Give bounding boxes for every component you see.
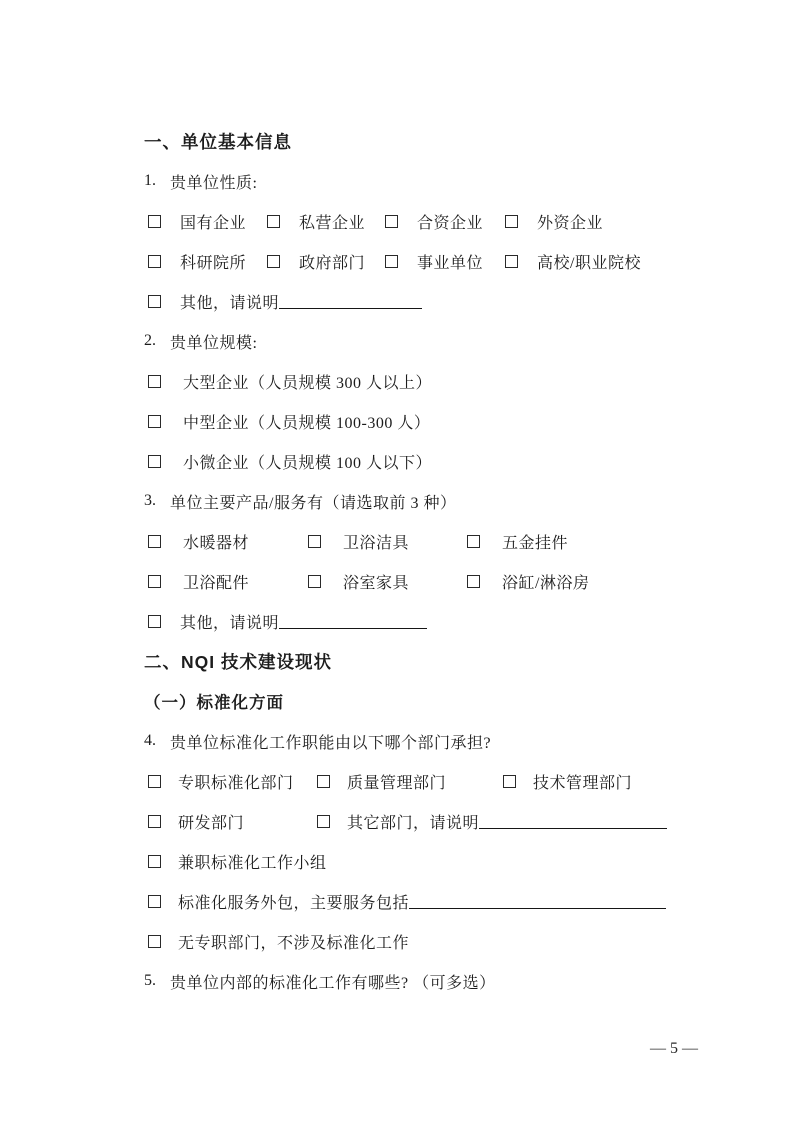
option-sanitary-ware[interactable] (308, 530, 467, 553)
question-1 (144, 161, 710, 201)
option-label: 浴缸/淋浴房 (502, 574, 590, 592)
option-research-institute[interactable] (148, 250, 267, 273)
question-4-label: 贵单位标准化工作职能由以下哪个部门承担? (170, 734, 492, 752)
checkbox-icon[interactable] (505, 215, 518, 228)
checkbox-icon[interactable] (503, 775, 516, 788)
checkbox-icon[interactable] (267, 255, 280, 268)
checkbox-icon[interactable] (505, 255, 518, 268)
option-label: 卫浴洁具 (343, 534, 410, 552)
option-label: 其他，请说明 (180, 294, 280, 312)
checkbox-icon[interactable] (148, 935, 161, 948)
option-small-enterprise[interactable] (148, 450, 710, 473)
option-tech-dept[interactable] (503, 770, 710, 793)
option-label: 事业单位 (417, 254, 484, 272)
q3-options-row-1 (144, 521, 710, 561)
question-1-number: 1. (144, 172, 156, 189)
question-4-number: 4. (144, 732, 156, 749)
option-hardware-pendants[interactable] (467, 530, 710, 553)
question-3-label: 单位主要产品/服务有（请选取前 3 种） (170, 494, 457, 512)
option-outsourced-service[interactable] (148, 890, 710, 913)
section-1-heading: 一、单位基本信息 (144, 131, 292, 152)
question-3-number: 3. (144, 492, 156, 509)
checkbox-icon[interactable] (148, 415, 161, 428)
checkbox-icon[interactable] (148, 775, 161, 788)
option-label: 科研院所 (180, 254, 247, 272)
checkbox-icon[interactable] (148, 615, 161, 628)
option-bath-accessories[interactable] (148, 570, 308, 593)
section-2-subheading: （一）标准化方面 (144, 693, 284, 712)
checkbox-icon[interactable] (267, 215, 280, 228)
option-label: 水暖器材 (183, 534, 250, 552)
question-2 (144, 321, 710, 361)
q4-option-none (144, 921, 710, 961)
checkbox-icon[interactable] (385, 215, 398, 228)
checkbox-icon[interactable] (317, 815, 330, 828)
option-label: 私营企业 (299, 214, 366, 232)
q4-option-outsource (144, 881, 710, 921)
option-label: 卫浴配件 (183, 574, 250, 592)
q4-option-parttime (144, 841, 710, 881)
option-label: 浴室家具 (343, 574, 410, 592)
option-label: 其他，请说明 (180, 614, 280, 632)
page-content (144, 121, 710, 1001)
page-number: — 5 — (650, 1040, 698, 1057)
question-5-label: 贵单位内部的标准化工作有哪些? （可多选） (170, 974, 496, 992)
checkbox-icon[interactable] (317, 775, 330, 788)
checkbox-icon[interactable] (148, 575, 161, 588)
option-label: 研发部门 (178, 814, 245, 832)
fill-in-blank[interactable] (279, 614, 427, 629)
question-5-number: 5. (144, 972, 156, 989)
q4-options-row-2 (144, 801, 710, 841)
section-2-heading: 二、NQI 技术建设现状 (144, 651, 332, 672)
q1-options-row-1 (144, 201, 710, 241)
option-plumbing-materials[interactable] (148, 530, 308, 553)
option-label: 外资企业 (537, 214, 604, 232)
option-label: 合资企业 (417, 214, 484, 232)
q3-option-other (144, 601, 710, 641)
option-label: 其它部门，请说明 (347, 814, 480, 832)
q4-options-row-1 (144, 761, 710, 801)
question-5 (144, 961, 710, 1001)
option-label: 高校/职业院校 (537, 254, 641, 272)
q2-option-large (144, 361, 710, 401)
option-public-institution[interactable] (385, 250, 505, 273)
option-label: 无专职部门，不涉及标准化工作 (178, 934, 410, 952)
option-label: 五金挂件 (502, 534, 569, 552)
option-label: 国有企业 (180, 214, 247, 232)
option-other[interactable] (148, 610, 710, 633)
checkbox-icon[interactable] (308, 535, 321, 548)
option-other[interactable] (148, 290, 710, 313)
option-label: 小微企业（人员规模 100 人以下） (183, 454, 433, 472)
checkbox-icon[interactable] (148, 295, 161, 308)
checkbox-icon[interactable] (385, 255, 398, 268)
option-dedicated-std-dept[interactable] (148, 770, 317, 793)
checkbox-icon[interactable] (148, 255, 161, 268)
checkbox-icon[interactable] (308, 575, 321, 588)
option-label: 政府部门 (299, 254, 366, 272)
option-bathroom-furniture[interactable] (308, 570, 467, 593)
q2-option-small (144, 441, 710, 481)
option-foreign[interactable] (505, 210, 710, 233)
checkbox-icon[interactable] (148, 815, 161, 828)
q3-options-row-2 (144, 561, 710, 601)
question-4 (144, 721, 710, 761)
checkbox-icon[interactable] (467, 535, 480, 548)
option-college[interactable] (505, 250, 710, 273)
option-parttime-group[interactable] (148, 850, 710, 873)
checkbox-icon[interactable] (148, 895, 161, 908)
option-large-enterprise[interactable] (148, 370, 710, 393)
question-2-number: 2. (144, 332, 156, 349)
fill-in-blank[interactable] (409, 894, 666, 909)
option-label: 兼职标准化工作小组 (178, 854, 327, 872)
option-private[interactable] (267, 210, 385, 233)
option-label: 质量管理部门 (347, 774, 447, 792)
question-1-label: 贵单位性质: (170, 174, 258, 192)
checkbox-icon[interactable] (148, 375, 161, 388)
option-label: 专职标准化部门 (178, 774, 294, 792)
checkbox-icon[interactable] (148, 215, 161, 228)
question-3 (144, 481, 710, 521)
checkbox-icon[interactable] (148, 455, 161, 468)
option-no-dedicated-dept[interactable] (148, 930, 710, 953)
option-label: 技术管理部门 (533, 774, 633, 792)
checkbox-icon[interactable] (148, 535, 161, 548)
option-other-dept[interactable] (317, 810, 710, 833)
option-label: 中型企业（人员规模 100-300 人） (183, 414, 431, 432)
q1-option-other (144, 281, 710, 321)
option-label: 大型企业（人员规模 300 人以上） (183, 374, 433, 392)
option-label: 标准化服务外包，主要服务包括 (178, 894, 410, 912)
q2-option-medium (144, 401, 710, 441)
q1-options-row-2 (144, 241, 710, 281)
option-joint-venture[interactable] (385, 210, 505, 233)
option-rd-dept[interactable] (148, 810, 317, 833)
option-bathtub-shower[interactable] (467, 570, 710, 593)
checkbox-icon[interactable] (148, 855, 161, 868)
fill-in-blank[interactable] (479, 814, 667, 829)
option-quality-dept[interactable] (317, 770, 503, 793)
fill-in-blank[interactable] (279, 294, 422, 309)
option-government[interactable] (267, 250, 385, 273)
option-medium-enterprise[interactable] (148, 410, 710, 433)
question-2-label: 贵单位规模: (170, 334, 258, 352)
option-state-owned[interactable] (148, 210, 267, 233)
checkbox-icon[interactable] (467, 575, 480, 588)
